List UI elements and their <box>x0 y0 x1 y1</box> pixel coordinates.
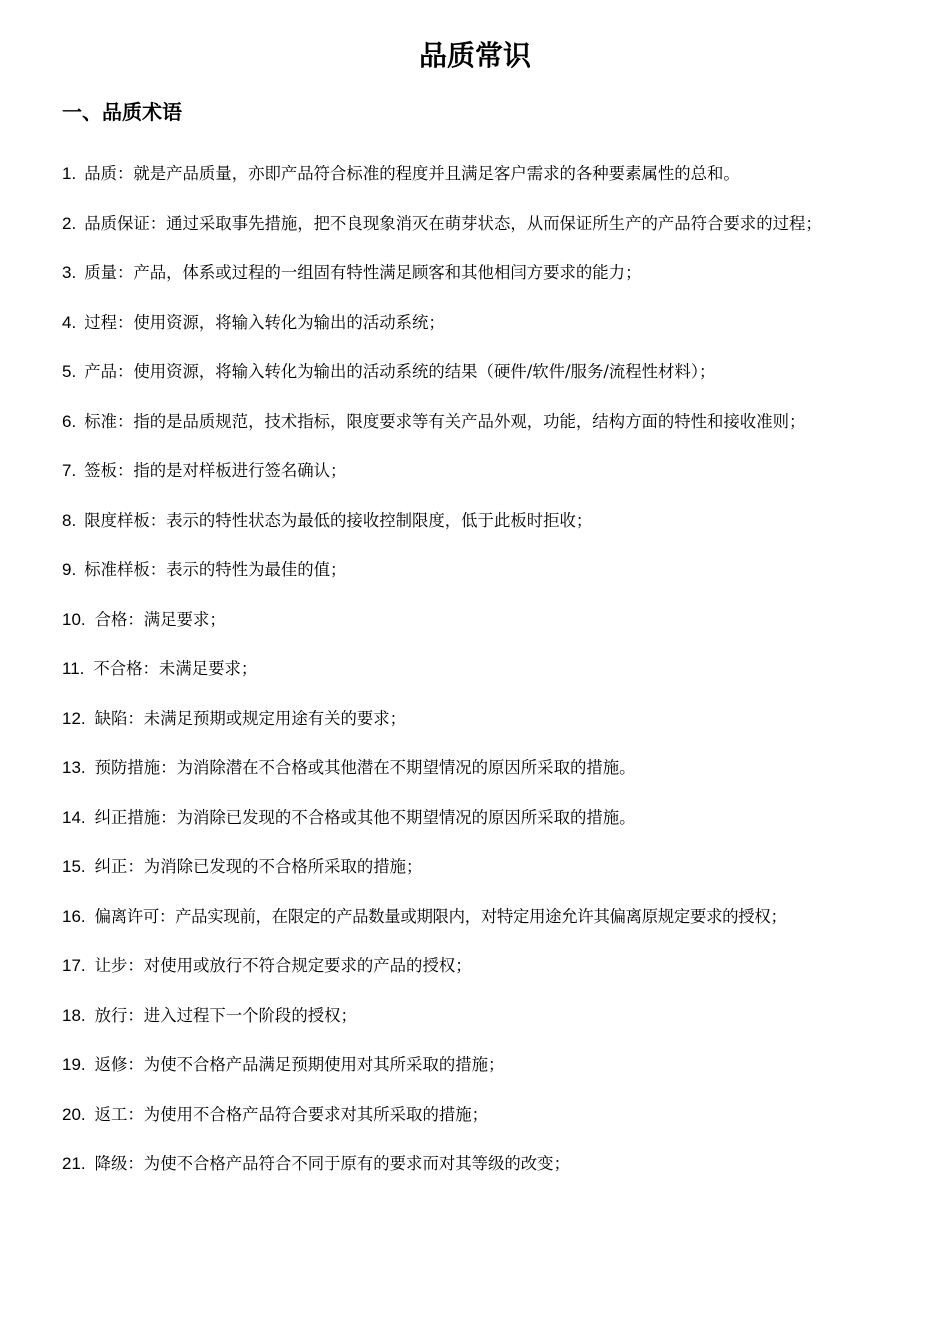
list-item-number: 18. <box>62 1005 86 1025</box>
list-item <box>62 595 912 645</box>
list-item <box>62 248 912 298</box>
list-item <box>62 149 912 199</box>
list-item <box>62 941 912 991</box>
list-item <box>62 347 912 397</box>
list-item-text: 合格：满足要求； <box>94 609 226 629</box>
list-item-number: 13. <box>62 758 86 777</box>
list-item <box>62 1139 912 1189</box>
list-item <box>62 842 912 892</box>
list-item-text: 质量：产品，体系或过程的一组固有特性满足顾客和其他相闫方要求的能力； <box>84 263 642 282</box>
list-item-text: 放行：进入过程下一个阶段的授权； <box>94 1005 357 1025</box>
list-item-text: 缺陷：未满足预期或规定用途有关的要求； <box>94 708 407 728</box>
list-item-text: 限度样板：表示的特性状态为最低的接收控制限度，低于此板时拒收； <box>84 510 593 530</box>
list-item <box>62 793 912 843</box>
list-item-number: 20. <box>62 1104 86 1124</box>
list-item <box>62 1040 912 1090</box>
list-item-text: 品质：就是产品质量，亦即产品符合标准的程度并且满足客户需求的各种要素属性的总和。 <box>84 164 740 183</box>
list-item <box>62 743 912 793</box>
list-item-number: 11. <box>62 659 85 678</box>
list-item <box>62 298 912 348</box>
list-item <box>62 991 912 1041</box>
list-item-text: 偏离许可：产品实现前，在限定的产品数量或期限内，对特定用途允许其偏离原规定要求的授权； <box>94 906 787 926</box>
list-item-text: 品质保证：通过采取事先措施，把不良现象消灭在萌芽状态，从而保证所生产的产品符合要求的过程； <box>84 213 822 233</box>
list-item <box>62 496 912 546</box>
list-item-number: 15. <box>62 857 86 876</box>
page-title: 品质常识 <box>418 39 531 72</box>
list-item-text: 产品：使用资源，将输入转化为输出的活动系统的结果（硬件/软件/服务/流程性材料）； <box>84 362 716 381</box>
term-list <box>62 149 912 1189</box>
list-item <box>62 892 912 942</box>
list-item-text: 返修：为使不合格产品满足预期使用对其所采取的措施； <box>94 1055 505 1074</box>
list-item-number: 3. <box>62 263 77 282</box>
list-item <box>62 644 912 694</box>
list-item-text: 让步：对使用或放行不符合规定要求的产品的授权； <box>94 956 472 975</box>
list-item <box>62 199 912 249</box>
list-item-text: 过程：使用资源，将输入转化为输出的活动系统； <box>84 312 445 332</box>
list-item <box>62 694 912 744</box>
list-item-text: 纠正措施：为消除已发现的不合格或其他不期望情况的原因所采取的措施。 <box>94 807 636 827</box>
list-item-number: 10. <box>62 609 86 629</box>
list-item-number: 21. <box>62 1154 86 1173</box>
list-item-text: 标准：指的是品质规范，技术指标，限度要求等有关产品外观，功能，结构方面的特性和接收准则； <box>84 411 806 431</box>
list-item-number: 19. <box>62 1055 86 1074</box>
list-item-number: 16. <box>62 906 86 926</box>
list-item <box>62 1090 912 1140</box>
list-item-text: 预防措施：为消除潜在不合格或其他潜在不期望情况的原因所采取的措施。 <box>94 758 636 777</box>
list-item-number: 1. <box>62 164 77 183</box>
list-item-number: 14. <box>62 807 86 827</box>
list-item-number: 6. <box>62 411 77 431</box>
list-item <box>62 545 912 595</box>
list-item <box>62 446 912 496</box>
list-item-text: 标准样板：表示的特性为最佳的值； <box>84 560 347 579</box>
list-item <box>62 397 912 447</box>
list-item-text: 降级：为使不合格产品符合不同于原有的要求而对其等级的改变； <box>94 1154 570 1173</box>
list-item-text: 纠正：为消除已发现的不合格所采取的措施； <box>94 857 423 876</box>
list-item-text: 不合格：未满足要求； <box>93 659 258 678</box>
list-item-number: 17. <box>62 956 86 975</box>
list-item-number: 4. <box>62 312 77 332</box>
section-heading: 一、品质术语 <box>62 100 182 124</box>
list-item-number: 5. <box>62 362 77 381</box>
list-item-number: 8. <box>62 510 77 530</box>
list-item-number: 2. <box>62 213 77 233</box>
list-item-text: 返工：为使用不合格产品符合要求对其所采取的措施； <box>94 1104 489 1124</box>
list-item-number: 7. <box>62 461 77 480</box>
list-item-number: 12. <box>62 708 86 728</box>
list-item-text: 签板：指的是对样板进行签名确认； <box>84 461 347 480</box>
list-item-number: 9. <box>62 560 77 579</box>
